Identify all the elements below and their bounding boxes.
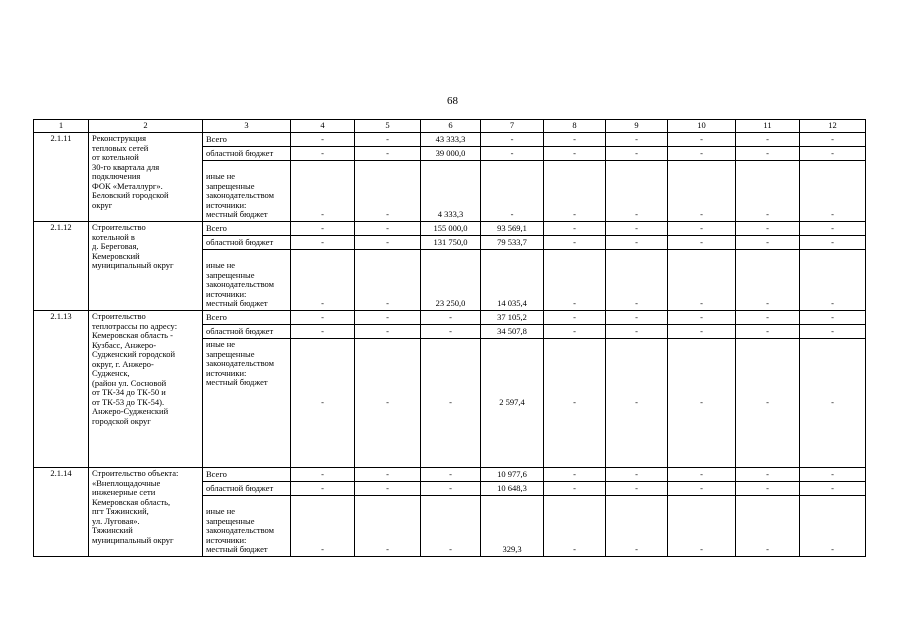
value-cell: - [355, 339, 421, 468]
value-cell: 4 333,3 [421, 161, 481, 222]
value-cell: - [291, 222, 355, 236]
value-cell: - [481, 147, 544, 161]
value-cell: - [355, 133, 421, 147]
value-cell: - [355, 161, 421, 222]
value-cell: - [800, 311, 866, 325]
value-cell: - [606, 133, 668, 147]
value-cell: - [800, 339, 866, 468]
value-cell: - [544, 161, 606, 222]
value-cell: - [668, 236, 736, 250]
value-cell: - [544, 222, 606, 236]
value-cell: - [606, 325, 668, 339]
value-cell: - [355, 236, 421, 250]
funding-source: областной бюджет [203, 147, 291, 161]
funding-source: иные не запрещенные законодательством источники: местный бюджет [203, 161, 291, 222]
value-cell: - [291, 482, 355, 496]
table-row [34, 311, 866, 325]
value-cell: - [544, 147, 606, 161]
value-cell: - [606, 468, 668, 482]
value-cell: - [355, 496, 421, 557]
value-cell: - [421, 339, 481, 468]
value-cell: - [668, 250, 736, 311]
value-cell: - [800, 236, 866, 250]
funding-source: областной бюджет [203, 236, 291, 250]
column-header: 4 [291, 120, 355, 133]
value-cell: - [800, 147, 866, 161]
value-cell: - [544, 339, 606, 468]
value-cell: - [736, 147, 800, 161]
value-cell: - [544, 133, 606, 147]
item-code: 2.1.12 [34, 222, 89, 311]
value-cell: - [606, 250, 668, 311]
column-header: 12 [800, 120, 866, 133]
value-cell: - [606, 482, 668, 496]
column-header: 10 [668, 120, 736, 133]
value-cell: - [800, 222, 866, 236]
value-cell: - [800, 250, 866, 311]
value-cell: - [544, 482, 606, 496]
value-cell: 37 105,2 [481, 311, 544, 325]
value-cell: - [421, 468, 481, 482]
value-cell: - [291, 236, 355, 250]
value-cell: - [606, 339, 668, 468]
value-cell: - [544, 496, 606, 557]
column-header: 9 [606, 120, 668, 133]
item-code: 2.1.14 [34, 468, 89, 557]
value-cell: - [736, 468, 800, 482]
value-cell: - [736, 339, 800, 468]
value-cell: 10 977,6 [481, 468, 544, 482]
value-cell: - [544, 325, 606, 339]
page-number: 68 [447, 95, 458, 107]
funding-source: иные не запрещенные законодательством источники: местный бюджет [203, 339, 291, 468]
value-cell: - [736, 161, 800, 222]
value-cell: - [291, 339, 355, 468]
item-name: Реконструкция тепловых сетей от котельной 30-го квартала для подключения ФОК «Металлург». Беловский городской округ [89, 133, 203, 222]
value-cell: - [736, 311, 800, 325]
item-name: Строительство котельной в д. Береговая, Кемеровский муниципальный округ [89, 222, 203, 311]
value-cell: - [606, 311, 668, 325]
value-cell: - [291, 250, 355, 311]
value-cell: - [544, 236, 606, 250]
column-header: 2 [89, 120, 203, 133]
value-cell: - [668, 468, 736, 482]
value-cell: - [736, 250, 800, 311]
column-header: 3 [203, 120, 291, 133]
funding-source: Всего [203, 468, 291, 482]
header-row [34, 120, 866, 133]
table-row [34, 222, 866, 236]
value-cell: - [355, 250, 421, 311]
value-cell: - [668, 311, 736, 325]
table-row [34, 133, 866, 147]
value-cell: - [291, 468, 355, 482]
item-name: Строительство объекта: «Внеплощадочные инженерные сети Кемеровская область, пгт Тяжинский, ул. Луговая». Тяжинский муниципальный округ [89, 468, 203, 557]
value-cell: - [800, 468, 866, 482]
value-cell: - [800, 496, 866, 557]
value-cell: - [800, 133, 866, 147]
value-cell: 39 000,0 [421, 147, 481, 161]
value-cell: 10 648,3 [481, 482, 544, 496]
value-cell: - [291, 496, 355, 557]
item-name: Строительство теплотрассы по адресу: Кемеровская область - Кузбасс, Анжеро- Судженский городской округ, г. Анжеро- Судженск, (район ул. Сосновой от ТК-34 до ТК-50 и от ТК-53 до ТК-54). Анжеро-Судженский городской округ [89, 311, 203, 468]
value-cell: - [421, 311, 481, 325]
value-cell: 14 035,4 [481, 250, 544, 311]
column-header: 8 [544, 120, 606, 133]
budget-table [33, 119, 866, 557]
value-cell: - [736, 133, 800, 147]
column-header: 5 [355, 120, 421, 133]
funding-source: иные не запрещенные законодательством источники: местный бюджет [203, 250, 291, 311]
column-header: 6 [421, 120, 481, 133]
value-cell: - [606, 222, 668, 236]
value-cell: - [800, 161, 866, 222]
value-cell: - [421, 496, 481, 557]
value-cell: 93 569,1 [481, 222, 544, 236]
value-cell: 329,3 [481, 496, 544, 557]
funding-source: областной бюджет [203, 482, 291, 496]
value-cell: - [800, 325, 866, 339]
value-cell: - [606, 161, 668, 222]
value-cell: - [544, 468, 606, 482]
value-cell: - [736, 236, 800, 250]
column-header: 1 [34, 120, 89, 133]
funding-source: Всего [203, 133, 291, 147]
value-cell: 79 533,7 [481, 236, 544, 250]
value-cell: - [481, 133, 544, 147]
value-cell: - [736, 496, 800, 557]
value-cell: - [421, 325, 481, 339]
value-cell: - [355, 468, 421, 482]
funding-source: областной бюджет [203, 325, 291, 339]
value-cell: - [481, 161, 544, 222]
value-cell: - [544, 311, 606, 325]
value-cell: - [355, 222, 421, 236]
value-cell: - [668, 133, 736, 147]
item-code: 2.1.11 [34, 133, 89, 222]
value-cell: - [291, 147, 355, 161]
value-cell: - [355, 482, 421, 496]
value-cell: 23 250,0 [421, 250, 481, 311]
value-cell: 2 597,4 [481, 339, 544, 468]
value-cell: - [606, 236, 668, 250]
funding-source: Всего [203, 222, 291, 236]
value-cell: - [291, 133, 355, 147]
value-cell: - [355, 325, 421, 339]
value-cell: - [668, 339, 736, 468]
value-cell: - [668, 161, 736, 222]
value-cell: - [355, 311, 421, 325]
value-cell: - [668, 325, 736, 339]
value-cell: - [291, 311, 355, 325]
value-cell: 34 507,8 [481, 325, 544, 339]
value-cell: - [606, 496, 668, 557]
item-code: 2.1.13 [34, 311, 89, 468]
value-cell: - [421, 482, 481, 496]
value-cell: - [544, 250, 606, 311]
value-cell: - [736, 482, 800, 496]
column-header: 11 [736, 120, 800, 133]
funding-source: Всего [203, 311, 291, 325]
value-cell: 43 333,3 [421, 133, 481, 147]
funding-source: иные не запрещенные законодательством источники: местный бюджет [203, 496, 291, 557]
value-cell: - [736, 222, 800, 236]
value-cell: - [800, 482, 866, 496]
value-cell: - [668, 222, 736, 236]
value-cell: - [668, 496, 736, 557]
table-row [34, 468, 866, 482]
value-cell: - [606, 147, 668, 161]
value-cell: 131 750,0 [421, 236, 481, 250]
value-cell: - [355, 147, 421, 161]
value-cell: 155 000,0 [421, 222, 481, 236]
column-header: 7 [481, 120, 544, 133]
value-cell: - [668, 482, 736, 496]
value-cell: - [668, 147, 736, 161]
value-cell: - [736, 325, 800, 339]
value-cell: - [291, 325, 355, 339]
value-cell: - [291, 161, 355, 222]
